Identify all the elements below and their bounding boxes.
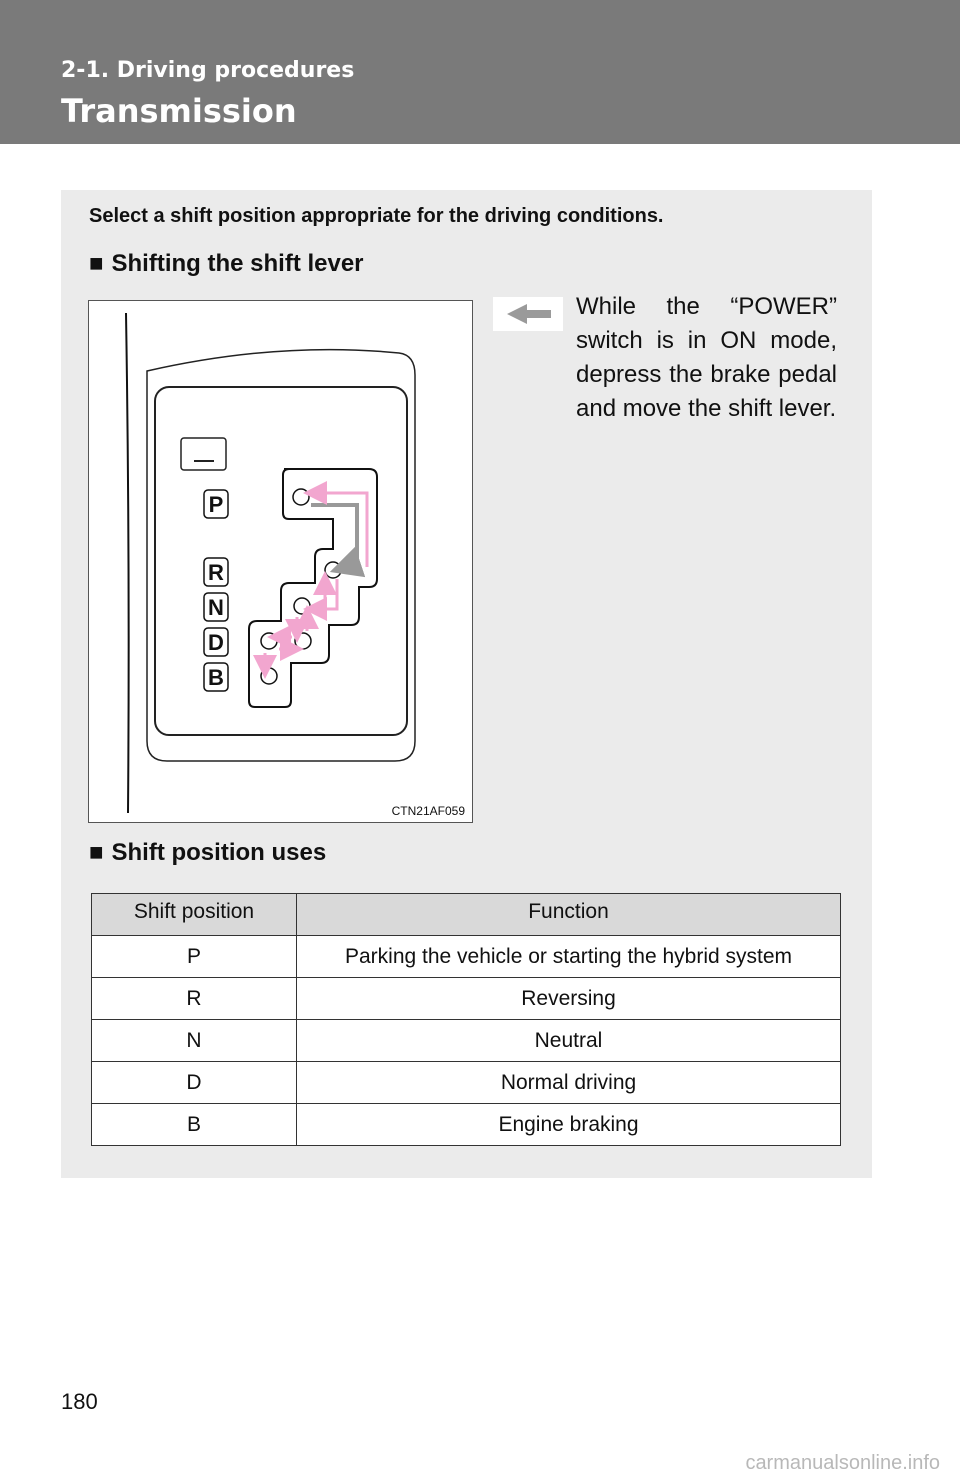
column-header-shift-position: Shift position [92, 894, 297, 936]
table-row [92, 1020, 841, 1062]
square-bullet-icon: ■ [89, 250, 104, 277]
svg-text:B: B [208, 665, 224, 690]
watermark: carmanualsonline.info [745, 1452, 940, 1474]
function-cell: Neutral [297, 1020, 841, 1062]
shift-instruction: While the “POWER” switch is in ON mode, depress the brake pedal and move the shift lever. [576, 293, 837, 422]
table-row [92, 936, 841, 978]
function-cell: Parking the vehicle or starting the hybrid system [297, 936, 841, 978]
uses-heading [89, 839, 326, 867]
shift-position-cell: R [92, 978, 297, 1020]
gate-label-p [204, 490, 228, 518]
gate-label-b [204, 663, 228, 691]
uses-heading-text: Shift position uses [111, 839, 327, 866]
shift-position-cell: P [92, 936, 297, 978]
table-row [92, 1104, 841, 1146]
shift-lever-figure [88, 300, 473, 823]
function-cell: Engine braking [297, 1104, 841, 1146]
table-row [92, 978, 841, 1020]
column-header-function: Function [297, 894, 841, 936]
shift-position-cell: D [92, 1062, 297, 1104]
table-row [92, 1062, 841, 1104]
svg-text:P: P [208, 492, 224, 517]
figure-code: CTN21AF059 [391, 804, 465, 818]
function-cell: Reversing [297, 978, 841, 1020]
square-bullet-icon: ■ [89, 839, 104, 866]
gate-label-d [204, 628, 228, 656]
page-title: Transmission [61, 92, 297, 130]
shift-gate-illustration [89, 301, 474, 824]
shift-position-cell: N [92, 1020, 297, 1062]
section-label: 2-1. Driving procedures [61, 58, 355, 83]
left-arrow-icon [493, 297, 563, 331]
gate-label-n [204, 593, 228, 621]
shifting-heading-text: Shifting the shift lever [111, 250, 364, 277]
svg-text:D: D [208, 630, 224, 655]
page-header [0, 0, 960, 144]
table-header-row [92, 894, 841, 936]
function-cell: Normal driving [297, 1062, 841, 1104]
shift-position-table [91, 893, 841, 1146]
gate-label-r [204, 558, 228, 586]
page-number: 180 [61, 1389, 98, 1414]
shift-position-cell: B [92, 1104, 297, 1146]
intro-text: Select a shift position appropriate for the driving conditions. [89, 205, 664, 227]
shifting-heading [89, 250, 364, 278]
svg-text:N: N [208, 595, 224, 620]
svg-text:R: R [208, 560, 224, 585]
